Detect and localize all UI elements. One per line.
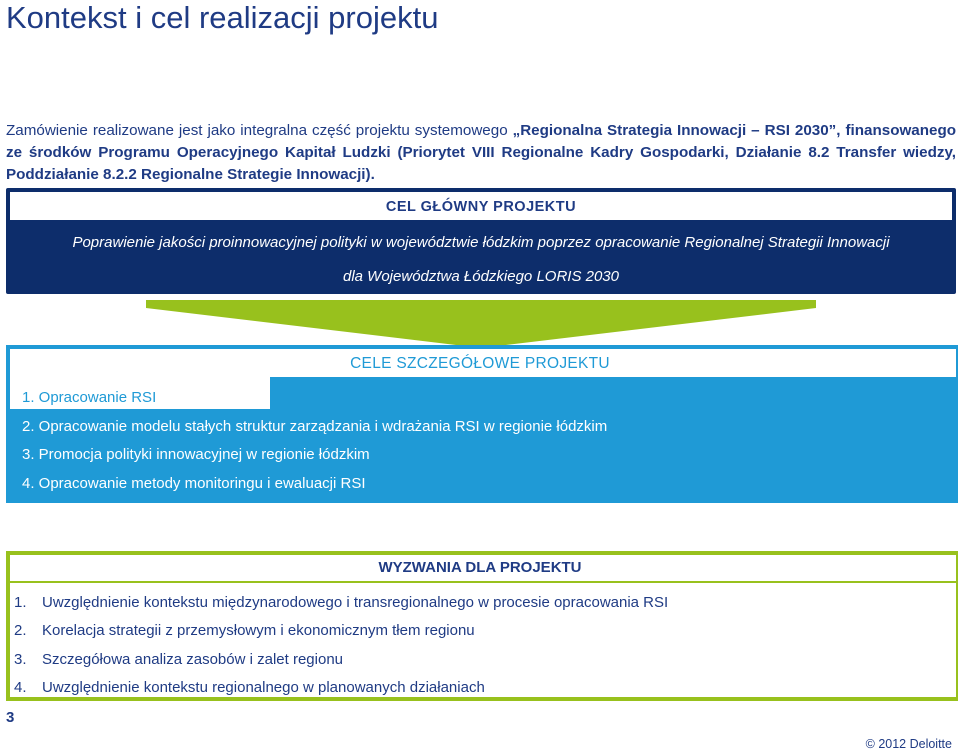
main-goal-line-2: dla Województwa Łódzkiego LORIS 2030 xyxy=(343,268,619,285)
detailed-goal-item: 4. Opracowanie metody monitoringu i ewaluacji RSI xyxy=(22,475,366,492)
main-goal-header: CEL GŁÓWNY PROJEKTU xyxy=(10,192,952,220)
intro-bold-text: „Regionalna Strategia Innowacji – RSI 2030”, finansowanego ze środków Programu Operacyjnego Kapitał Ludzki (Priorytet VIII Regionalne Kadry Gospodarki, Działanie 8.2 Transfer wiedzy, Poddziałanie 8.2.2 Regionalne Strategie Innowacji). xyxy=(6,122,957,183)
main-goal-line-1: Poprawienie jakości proinnowacyjnej polityki w województwie łódzkim poprzez opracowanie Regionalnej Strategii Innowacji xyxy=(72,234,890,251)
page-number: 3 xyxy=(6,709,15,726)
challenge-item xyxy=(14,622,475,639)
detailed-goal-item: 2. Opracowanie modelu stałych struktur zarządzania i wdrażania RSI w regionie łódzkim xyxy=(22,418,608,435)
challenges-header: WYZWANIA DLA PROJEKTU xyxy=(378,559,582,576)
challenges-divider xyxy=(10,581,956,583)
main-goal-text xyxy=(10,226,952,294)
detailed-goal-item: 1. Opracowanie RSI xyxy=(22,389,157,406)
detailed-goals-header: CELE SZCZEGÓŁOWE PROJEKTU xyxy=(350,355,610,372)
challenge-item xyxy=(14,651,343,668)
detailed-goal-item: 3. Promocja polityki innowacyjnej w regionie łódzkim xyxy=(22,446,370,463)
challenge-number: 2. xyxy=(14,622,27,639)
slide-title: Kontekst i cel realizacji projektu xyxy=(6,0,439,35)
challenge-number: 4. xyxy=(14,679,27,696)
challenge-number: 3. xyxy=(14,651,27,668)
challenge-item xyxy=(14,594,668,611)
challenge-number: 1. xyxy=(14,594,27,611)
challenge-text: Uwzględnienie kontekstu międzynarodowego i transregionalnego w procesie opracowania RSI xyxy=(42,594,669,611)
challenge-text: Uwzględnienie kontekstu regionalnego w planowanych działaniach xyxy=(42,679,485,696)
challenge-text: Korelacja strategii z przemysłowym i ekonomicznym tłem regionu xyxy=(42,622,475,639)
intro-paragraph xyxy=(6,120,956,186)
copyright-notice: © 2012 Deloitte xyxy=(865,737,952,751)
intro-text: Zamówienie realizowane jest jako integralna część projektu systemowego xyxy=(6,122,513,139)
challenge-item xyxy=(14,679,485,696)
down-chevron-arrow xyxy=(146,300,816,348)
challenge-text: Szczegółowa analiza zasobów i zalet regionu xyxy=(42,651,344,668)
